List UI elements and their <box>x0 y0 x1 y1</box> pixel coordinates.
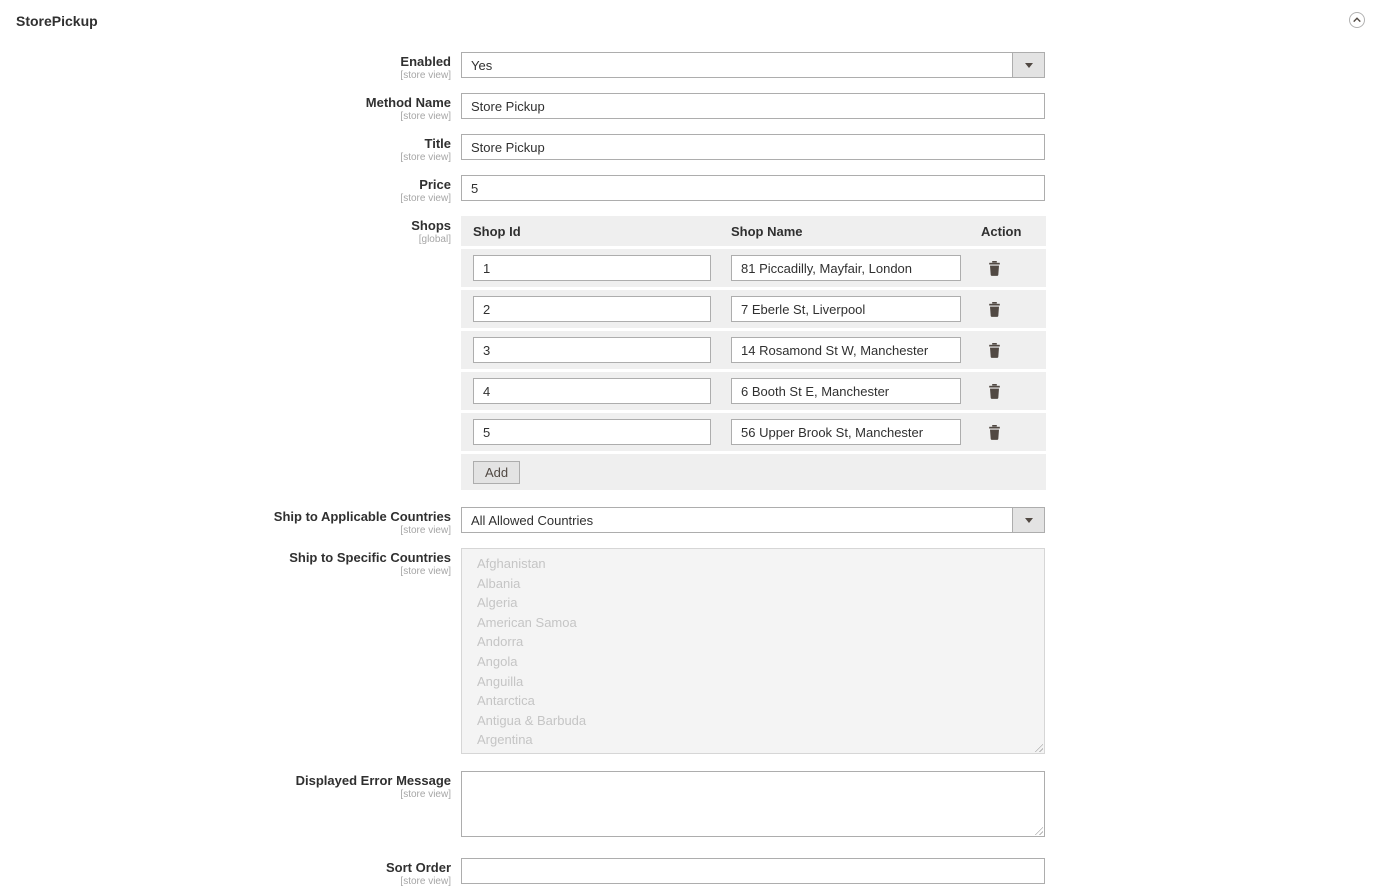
title-input[interactable] <box>461 134 1045 160</box>
enabled-select-value: Yes <box>471 57 493 73</box>
delete-shop-button[interactable] <box>985 423 1003 441</box>
title-label: Title <box>424 136 451 151</box>
ship-applicable-select-value: All Allowed Countries <box>471 512 594 528</box>
field-row-shops <box>0 216 1376 490</box>
trash-icon <box>988 302 1001 317</box>
country-option: Angola <box>477 653 518 669</box>
column-header-action: Action <box>981 223 1022 239</box>
shop-row <box>461 331 1046 369</box>
column-header-shop-id: Shop Id <box>473 223 521 239</box>
column-header-shop-name: Shop Name <box>731 223 803 239</box>
shop-id-input[interactable] <box>473 296 711 322</box>
chevron-down-icon <box>1012 508 1044 532</box>
shops-table-header <box>461 216 1046 246</box>
trash-icon <box>988 384 1001 399</box>
page-title: StorePickup <box>16 13 98 29</box>
shop-row <box>461 249 1046 287</box>
country-option: Algeria <box>477 595 518 611</box>
sort-order-label: Sort Order <box>385 860 451 875</box>
delete-shop-button[interactable] <box>985 259 1003 277</box>
title-scope: [store view] <box>400 152 451 163</box>
shop-name-input[interactable] <box>731 337 961 363</box>
chevron-up-circle-icon[interactable] <box>1348 11 1366 29</box>
shop-name-input[interactable] <box>731 419 961 445</box>
ship-applicable-select[interactable] <box>461 507 1045 533</box>
enabled-scope: [store view] <box>400 70 451 81</box>
enabled-select[interactable] <box>461 52 1045 78</box>
country-option: Antigua & Barbuda <box>477 712 587 728</box>
error-message-textarea[interactable] <box>461 771 1045 837</box>
delete-shop-button[interactable] <box>985 300 1003 318</box>
country-option: American Samoa <box>477 614 577 630</box>
shop-row <box>461 290 1046 328</box>
sort-order-scope: [store view] <box>400 876 451 887</box>
field-row-error-message <box>0 771 1376 840</box>
chevron-down-icon <box>1012 53 1044 77</box>
country-option: Antarctica <box>477 693 535 709</box>
shop-id-input[interactable] <box>473 337 711 363</box>
add-shop-button[interactable]: Add <box>473 461 520 484</box>
section-header <box>0 0 1376 40</box>
method-name-scope: [store view] <box>400 111 451 122</box>
delete-shop-button[interactable] <box>985 382 1003 400</box>
field-row-ship-specific <box>0 548 1376 754</box>
shops-add-row <box>461 454 1046 490</box>
shop-id-input[interactable] <box>473 419 711 445</box>
shops-table <box>461 216 1046 490</box>
field-row-ship-applicable <box>0 507 1376 537</box>
trash-icon <box>988 261 1001 276</box>
shop-name-input[interactable] <box>731 378 961 404</box>
country-option: Afghanistan <box>477 556 546 571</box>
field-row-price <box>0 175 1376 205</box>
shop-name-input[interactable] <box>731 255 961 281</box>
shops-label: Shops <box>411 218 451 233</box>
config-form <box>0 52 1376 888</box>
country-option: Argentina <box>477 732 533 748</box>
price-scope: [store view] <box>400 193 451 204</box>
ship-specific-scope: [store view] <box>400 566 451 577</box>
shop-id-input[interactable] <box>473 255 711 281</box>
field-row-enabled <box>0 52 1376 82</box>
trash-icon <box>988 425 1001 440</box>
shop-name-input[interactable] <box>731 296 961 322</box>
ship-applicable-scope: [store view] <box>400 525 451 536</box>
country-option: Albania <box>477 575 521 591</box>
enabled-label: Enabled <box>400 54 451 69</box>
ship-applicable-label: Ship to Applicable Countries <box>273 509 451 524</box>
shop-id-input[interactable] <box>473 378 711 404</box>
shops-scope: [global] <box>418 234 451 245</box>
trash-icon <box>988 343 1001 358</box>
price-label: Price <box>419 177 451 192</box>
country-option: Anguilla <box>477 673 524 689</box>
shop-row <box>461 372 1046 410</box>
price-input[interactable] <box>461 175 1045 201</box>
method-name-input[interactable] <box>461 93 1045 119</box>
delete-shop-button[interactable] <box>985 341 1003 359</box>
ship-specific-countries-multiselect <box>461 548 1045 754</box>
method-name-label: Method Name <box>365 95 451 110</box>
sort-order-input[interactable] <box>461 858 1045 884</box>
error-message-label: Displayed Error Message <box>295 773 451 788</box>
error-message-scope: [store view] <box>400 789 451 800</box>
field-row-method-name <box>0 93 1376 123</box>
field-row-title <box>0 134 1376 164</box>
field-row-sort-order <box>0 858 1376 888</box>
ship-specific-label: Ship to Specific Countries <box>289 550 451 565</box>
shop-row <box>461 413 1046 451</box>
country-option: Andorra <box>477 634 524 650</box>
